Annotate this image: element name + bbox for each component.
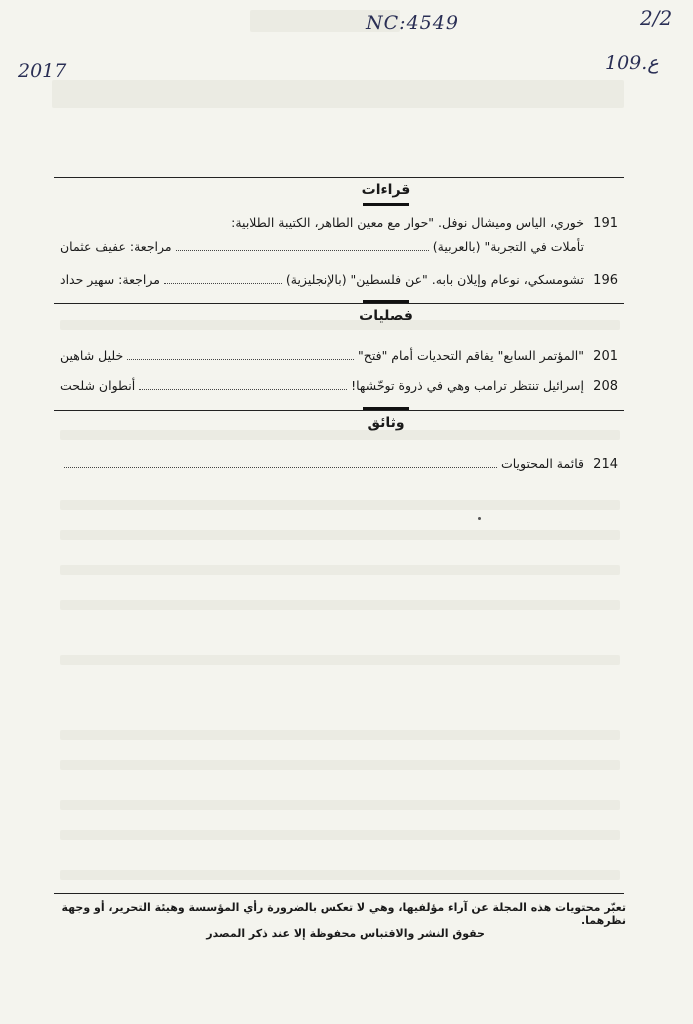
entry-title: تشومسكي، نوعام وإيلان بابه. "عن فلسطين" (بالإنجليزية)	[285, 272, 584, 287]
show-through-line	[60, 655, 620, 665]
leader-dots	[127, 358, 354, 360]
section-readings-header	[54, 170, 624, 206]
page-number: 214	[593, 457, 618, 472]
footer-rule	[54, 893, 624, 894]
toc-entry	[60, 215, 618, 254]
show-through-line	[60, 870, 620, 880]
entry-title: خوري، الياس وميشال نوفل. "حوار مع معين الطاهر، الكتيبة الطلابية:	[231, 215, 584, 230]
section-chapters-header	[54, 296, 624, 332]
entry-reviewer: مراجعة: عفيف عثمان	[60, 239, 172, 254]
toc-entry	[60, 456, 618, 472]
shelf-code-annotation: 109.ع	[605, 52, 659, 74]
entry-author: خليل شاهين	[60, 348, 124, 363]
show-through-line	[60, 530, 620, 540]
show-through-line	[60, 800, 620, 810]
section-title: قراءات	[361, 182, 411, 198]
page-number: 201	[593, 349, 618, 364]
show-through-line	[60, 830, 620, 840]
leader-dots	[139, 388, 347, 390]
catalog-number-annotation: NC:4549	[366, 12, 459, 34]
year-annotation: 2017	[18, 60, 67, 82]
footer-rights: حقوق النشر والاقتباس محفوظة إلا عند ذكر المصدر	[206, 927, 485, 940]
page-number: 191	[593, 216, 618, 231]
entry-title: إسرائيل تنتظر ترامب وهي في ذروة توحّشها!	[351, 378, 584, 393]
leader-dots	[164, 282, 282, 284]
section-rule	[54, 410, 624, 411]
leader-dots	[176, 249, 429, 251]
section-tab-marker	[363, 300, 409, 303]
leader-dots	[64, 466, 497, 468]
page-fraction-annotation: 2/2	[640, 6, 673, 30]
toc-entry	[60, 272, 618, 288]
show-through-line	[60, 730, 620, 740]
show-through-box	[52, 80, 624, 108]
section-rule	[54, 303, 624, 304]
toc-entry	[60, 348, 618, 364]
show-through-line	[60, 600, 620, 610]
toc-entry	[60, 378, 618, 394]
stray-mark	[478, 517, 481, 520]
section-title: وثائق	[367, 415, 405, 431]
section-tab-marker	[363, 407, 409, 410]
show-through-line	[60, 500, 620, 510]
footer-disclaimer: تعبّر محتويات هذه المجلة عن آراء مؤلفيها، وهي لا تعكس بالضرورة رأي المؤسسة وهيئة التحرير، أو وجهة نظرهما.	[61, 901, 626, 927]
section-rule	[54, 177, 624, 178]
entry-title: قائمة المحتويات	[500, 456, 584, 471]
section-title: فصليات	[359, 308, 413, 324]
entry-title-continued: تأملات في التجربة" (بالعربية)	[432, 239, 584, 254]
page-number: 208	[593, 379, 618, 394]
show-through-line	[60, 565, 620, 575]
entry-author: أنطوان شلحت	[60, 378, 136, 393]
section-documents-header	[54, 403, 624, 439]
entry-reviewer: مراجعة: سهير حداد	[60, 272, 160, 287]
section-tab-marker	[363, 203, 409, 206]
page-number: 196	[593, 273, 618, 288]
entry-title: "المؤتمر السابع" يفاقم التحديات أمام "فتح"	[358, 348, 584, 363]
show-through-line	[60, 760, 620, 770]
